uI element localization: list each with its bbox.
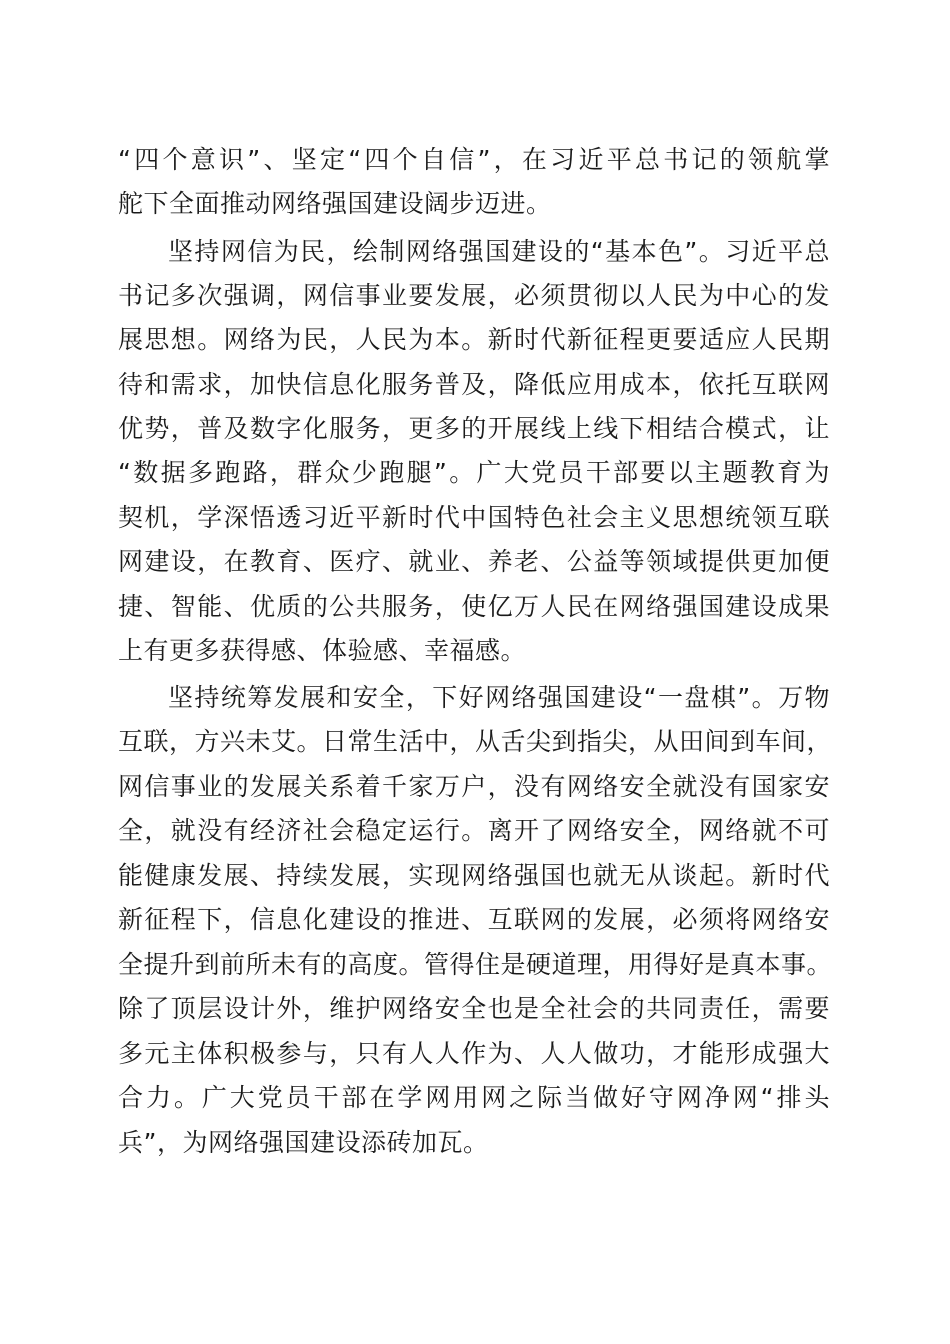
text-line: 合力。广大党员干部在学网用网之际当做好守网净网“排头 [118,1083,830,1112]
text-line: 新征程下，信息化建设的推进、互联网的发展，必须将网络安 [118,905,830,934]
text-line: 多元主体积极参与，只有人人作为、人人做功，才能形成强大 [118,1039,830,1068]
text-line: 上有更多获得感、体验感、幸福感。 [118,636,527,665]
text-line: 书记多次强调，网信事业要发展，必须贯彻以人民为中心的发 [118,281,830,310]
paragraph-start-line: 坚持网信为民，绘制网络强国建设的“基本色”。习近平总 [168,237,830,266]
paragraph-start-line: 坚持统筹发展和安全，下好网络强国建设“一盘棋”。万物 [168,683,830,712]
text-line: “四个意识”、坚定“四个自信”，在习近平总书记的领航掌 [118,145,830,174]
text-line: 全，就没有经济社会稳定运行。离开了网络安全，网络就不可 [118,816,830,845]
text-line: 优势，普及数字化服务，更多的开展线上线下相结合模式，让 [118,414,830,443]
text-line: 能健康发展、持续发展，实现网络强国也就无从谈起。新时代 [118,861,830,890]
text-line: 兵”，为网络强国建设添砖加瓦。 [118,1128,489,1157]
text-line: 互联，方兴未艾。日常生活中，从舌尖到指尖，从田间到车间， [118,727,833,756]
text-line: 契机，学深悟透习近平新时代中国特色社会主义思想统领互联 [118,503,830,532]
text-line: 除了顶层设计外，维护网络安全也是全社会的共同责任，需要 [118,994,830,1023]
text-line: 展思想。网络为民，人民为本。新时代新征程更要适应人民期 [118,325,830,354]
text-line: “数据多跑路，群众少跑腿”。广大党员干部要以主题教育为 [118,458,830,487]
text-line: 舵下全面推动网络强国建设阔步迈进。 [118,189,552,218]
text-line: 待和需求，加快信息化服务普及，降低应用成本，依托互联网 [118,370,830,399]
text-line: 全提升到前所未有的高度。管得住是硬道理，用得好是真本事。 [118,950,833,979]
text-line: 网建设，在教育、医疗、就业、养老、公益等领域提供更加便 [118,547,830,576]
text-line: 网信事业的发展关系着千家万户，没有网络安全就没有国家安 [118,772,830,801]
text-line: 捷、智能、优质的公共服务，使亿万人民在网络强国建设成果 [118,592,830,621]
